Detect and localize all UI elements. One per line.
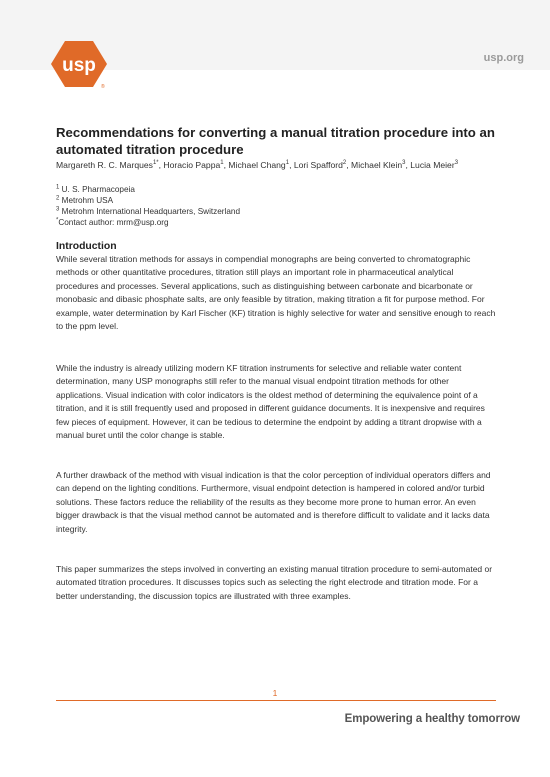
svg-text:®: ® <box>101 84 105 90</box>
author-3: Lori Spafford$^2$, <box>293 160 352 170</box>
author-list <box>56 160 496 171</box>
author-0: Margareth R. C. Marques$^{1*}$, <box>56 160 164 170</box>
affiliation-item: $^3$ Metrohm International Headquarters, Switzerland <box>56 206 241 216</box>
footer-divider <box>56 700 496 701</box>
logo-text: usp <box>62 55 96 76</box>
page-title: Recommendations for converting a manual titration procedure into an automated titration procedure <box>56 125 495 157</box>
site-link[interactable]: usp.org <box>483 52 524 64</box>
affiliation-item: $^1$ U. S. Pharmacopeia <box>56 184 135 194</box>
intro-paragraph-4: This paper summarizes the steps involved in converting an existing manual titration procedure to semi-automated or automated titration procedures. It discusses topics such as selecting the right electrode and titration mode. For a better understanding, the discussion topics are illustrated with three examples. <box>56 564 493 601</box>
page-number: 1 <box>272 688 278 698</box>
author-4: Michael Klein$^3$, <box>351 160 411 170</box>
introduction-heading: Introduction <box>56 241 117 252</box>
affiliation-list <box>56 184 496 228</box>
usp-logo <box>50 38 108 90</box>
author-1: Horacio Pappa$^1$, <box>163 160 229 170</box>
intro-paragraph-1: While several titration methods for assays in compendial monographs are being converted to chromatographic methods or other quantitative procedures, titration still plays an important role in pharmaceutical analytical procedures and processes. Several applications, such as distinguishing between carbonate and bicarbonate or monobasic and dibasic phosphate salts, are only feasible by titration, making titration a fit for purpose method. For example, water determination by Karl Fischer (KF) titration is highly selective for water and sensitive enough to reach to the ppm level. <box>56 254 496 332</box>
intro-paragraph-3: A further drawback of the method with visual indication is that the color perception of individual operators differs and can depend on the lighting conditions. Furthermore, visual endpoint detection is hampered in colored and/or turbid solutions. These factors reduce the reliability of the results as they become more prone to human error. An even bigger drawback is that the visual method cannot be automated and is therefore difficult to validate and it lacks data integrity. <box>56 470 491 534</box>
intro-paragraph-2: While the industry is already utilizing modern KF titration instruments for selective and reliable water content determination, many USP monographs still refer to the manual visual endpoint titration methods for other applications. Visual indication with color indicators is the oldest method of determining the equivalence point of a titration, and it is still frequently used and proposed in different guidance documents. It is inexpensive and requires few pieces of equipment. However, it can be tedious to determine the endpoint by adding a titrant dropwise with a manual buret until the color change is stable. <box>56 363 485 441</box>
footer-tagline: Empowering a healthy tomorrow <box>344 713 520 725</box>
affiliation-item: $^2$ Metrohm USA <box>56 195 114 205</box>
contact-author: *Contact author: mrm@usp.org <box>56 217 169 227</box>
author-5: Lucia Meier$^3$ <box>410 160 459 170</box>
author-2: Michael Chang$^1$, <box>228 160 294 170</box>
